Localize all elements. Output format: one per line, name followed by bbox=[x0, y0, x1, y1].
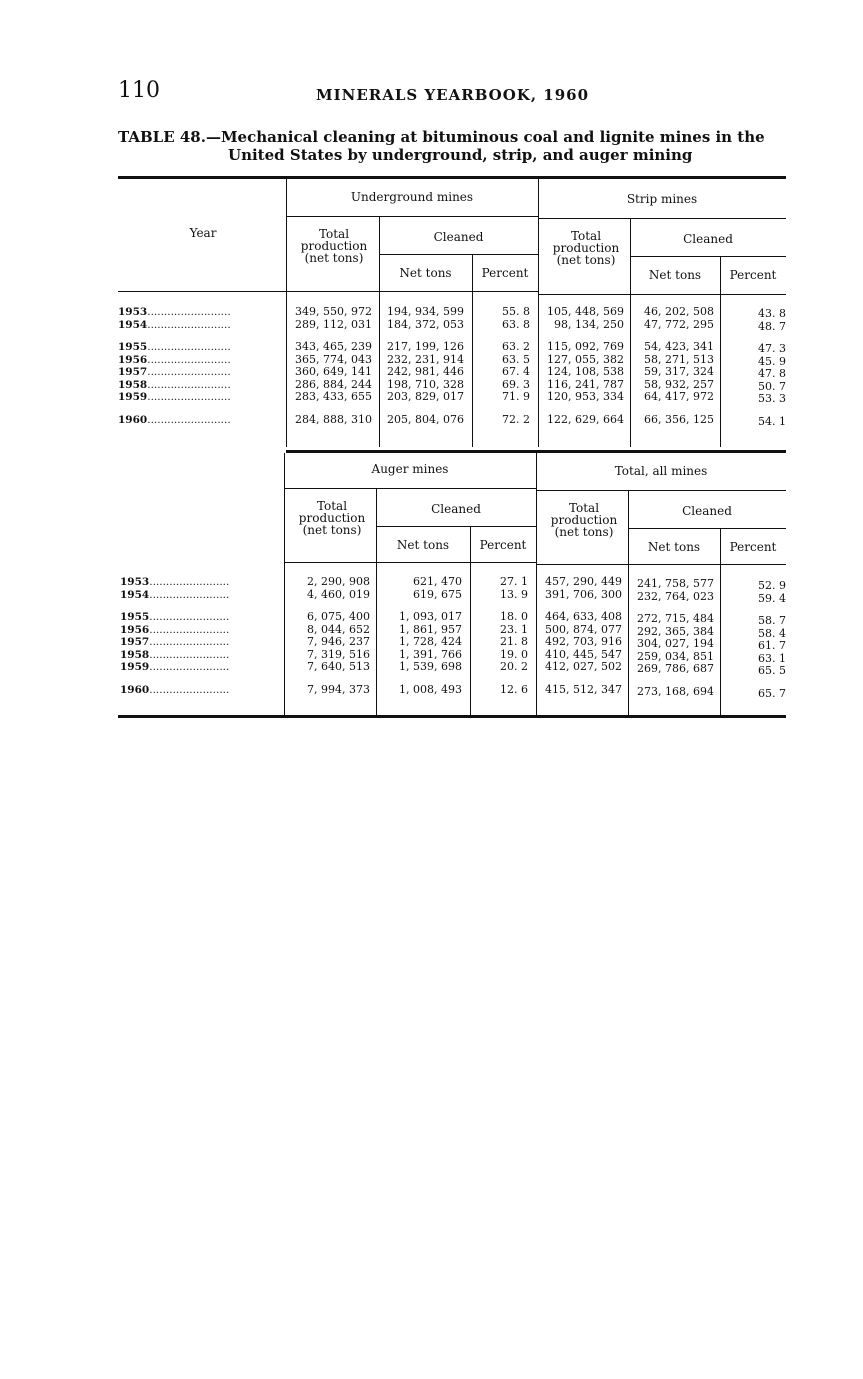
cell: 18. 0 bbox=[500, 610, 528, 623]
cell: 127, 055, 382 bbox=[547, 352, 624, 366]
cell: 58. 4 bbox=[758, 626, 786, 640]
cell: 21. 8 bbox=[500, 635, 528, 648]
cell: 61. 7 bbox=[758, 639, 786, 652]
header-rule bbox=[536, 564, 786, 565]
col-divider bbox=[630, 218, 631, 447]
caption-line-1: TABLE 48.—Mechanical cleaning at bituminous coal and lignite mines in the bbox=[118, 128, 765, 146]
all-pct-header: Percent bbox=[729, 540, 777, 554]
auger-total-header: Total production (net tons) bbox=[298, 499, 366, 537]
cell: 120, 953, 334 bbox=[547, 390, 624, 403]
cell: 1, 391, 766 bbox=[399, 647, 462, 661]
cell: 194, 934, 599 bbox=[387, 305, 464, 318]
cell: 464, 633, 408 bbox=[545, 610, 622, 623]
auger-net-header: Net tons bbox=[396, 538, 450, 552]
cell: 124, 108, 538 bbox=[547, 365, 624, 378]
cell: 457, 290, 449 bbox=[545, 575, 622, 588]
year-label: 1953 bbox=[118, 306, 148, 318]
running-head: MINERALS YEARBOOK, 1960 bbox=[316, 86, 590, 104]
year-label: 1953 bbox=[120, 576, 150, 588]
header-rule bbox=[284, 562, 536, 563]
cell: 63. 1 bbox=[758, 651, 786, 665]
auger-pct-header: Percent bbox=[479, 538, 527, 552]
auger-net-column bbox=[378, 576, 462, 696]
year-label: 1955 bbox=[120, 611, 150, 623]
group-rule bbox=[284, 488, 536, 489]
cell: 349, 550, 972 bbox=[295, 305, 372, 318]
cell: 1, 093, 017 bbox=[399, 610, 462, 623]
cell: 492, 703, 916 bbox=[545, 635, 622, 648]
year-label: 1960 bbox=[118, 413, 148, 426]
cell: 343, 465, 239 bbox=[295, 340, 372, 353]
cell: 116, 241, 787 bbox=[547, 377, 624, 391]
cell: 619, 675 bbox=[413, 587, 462, 601]
cell: 63. 2 bbox=[502, 340, 530, 353]
ug-total-column bbox=[288, 306, 372, 426]
year-label: 1957 bbox=[120, 636, 150, 648]
auger-pct-column bbox=[472, 576, 528, 696]
col-divider bbox=[470, 526, 471, 715]
cell: 47. 8 bbox=[758, 367, 786, 380]
col-divider bbox=[720, 256, 721, 447]
cell: 391, 706, 300 bbox=[545, 587, 622, 601]
top-table-panel bbox=[118, 176, 786, 446]
cell: 105, 448, 569 bbox=[547, 305, 624, 318]
all-pct-column bbox=[722, 580, 786, 700]
table-caption bbox=[118, 128, 790, 164]
year-header: Year bbox=[189, 226, 217, 240]
year-label: 1954 bbox=[120, 588, 150, 601]
year-label: 1957 bbox=[118, 366, 148, 378]
cell: 54, 423, 341 bbox=[644, 340, 714, 353]
cell: 47. 3 bbox=[758, 342, 786, 355]
cell: 59. 4 bbox=[758, 591, 786, 605]
year-label: 1959 bbox=[120, 661, 150, 673]
cleaned-rule bbox=[376, 526, 536, 527]
cleaned-rule bbox=[630, 256, 786, 257]
cell: 7, 319, 516 bbox=[307, 647, 370, 661]
col-divider bbox=[376, 488, 377, 715]
all-cleaned-header: Cleaned bbox=[682, 504, 732, 518]
cell: 45. 9 bbox=[758, 354, 786, 368]
cell: 621, 470 bbox=[413, 575, 462, 588]
cell: 67. 4 bbox=[502, 365, 530, 378]
ug-pct-header: Percent bbox=[481, 266, 529, 280]
cell: 65. 7 bbox=[758, 686, 786, 700]
all-total-header: Total production (net tons) bbox=[550, 501, 618, 539]
cleaned-rule bbox=[379, 254, 538, 255]
cell: 58. 7 bbox=[758, 614, 786, 627]
all-total-column bbox=[538, 576, 622, 696]
cell: 360, 649, 141 bbox=[295, 365, 372, 378]
strip-net-header: Net tons bbox=[648, 268, 702, 282]
cell: 122, 629, 664 bbox=[547, 412, 624, 426]
cell: 27. 1 bbox=[500, 575, 528, 588]
all-net-header: Net tons bbox=[647, 540, 701, 554]
cell: 269, 786, 687 bbox=[637, 662, 714, 675]
cell: 43. 8 bbox=[758, 307, 786, 320]
year-column: 1953......................... 1954......................... 1955......................... 1956......................... 1957......................... 1958......................... 1959......................... 1960......................... bbox=[118, 306, 231, 426]
year-label: 1956 bbox=[118, 353, 148, 366]
caption-line-2: United States by underground, strip, and auger mining bbox=[228, 146, 693, 164]
year-label: 1955 bbox=[118, 341, 148, 353]
cell: 8, 044, 652 bbox=[307, 622, 370, 636]
cell: 55. 8 bbox=[502, 305, 530, 318]
year-label: 1954 bbox=[118, 318, 148, 331]
cell: 365, 774, 043 bbox=[295, 352, 372, 366]
cell: 52. 9 bbox=[758, 579, 786, 592]
year-header-rule bbox=[118, 291, 286, 292]
cell: 1, 008, 493 bbox=[399, 682, 462, 696]
year-label: 1960 bbox=[120, 683, 150, 696]
cell: 58, 932, 257 bbox=[644, 377, 714, 391]
col-divider bbox=[720, 528, 721, 715]
col-divider bbox=[472, 254, 473, 447]
auger-total-column bbox=[286, 576, 370, 696]
cell: 20. 2 bbox=[500, 660, 528, 673]
cell: 412, 027, 502 bbox=[545, 660, 622, 673]
auger-header: Auger mines bbox=[371, 462, 449, 476]
year-label: 1958 bbox=[118, 378, 148, 391]
cell: 1, 861, 957 bbox=[399, 622, 462, 636]
cell: 63. 5 bbox=[502, 352, 530, 366]
top-rule bbox=[118, 176, 786, 179]
strip-total-column bbox=[540, 306, 624, 426]
cell: 304, 027, 194 bbox=[637, 637, 714, 650]
cell: 415, 512, 347 bbox=[545, 682, 622, 696]
strip-total-header: Total production (net tons) bbox=[552, 229, 620, 267]
cell: 259, 034, 851 bbox=[637, 649, 714, 663]
cell: 47, 772, 295 bbox=[644, 317, 714, 331]
ug-total-header: Total production (net tons) bbox=[300, 227, 368, 265]
header-rule bbox=[286, 291, 538, 292]
total-header: Total, all mines bbox=[614, 464, 708, 478]
cell: 53. 3 bbox=[758, 392, 786, 405]
cell: 65. 5 bbox=[758, 664, 786, 677]
cell: 272, 715, 484 bbox=[637, 612, 714, 625]
strip-net-column bbox=[632, 306, 714, 426]
cell: 1, 539, 698 bbox=[399, 660, 462, 673]
cell: 72. 2 bbox=[502, 412, 530, 426]
bottom-table-panel bbox=[118, 450, 786, 718]
cleaned-rule bbox=[628, 528, 786, 529]
cell: 98, 134, 250 bbox=[554, 317, 624, 331]
cell: 283, 433, 655 bbox=[295, 390, 372, 403]
ug-pct-column bbox=[474, 306, 530, 426]
cell: 13. 9 bbox=[500, 587, 528, 601]
auger-cleaned-header: Cleaned bbox=[431, 502, 481, 516]
cell: 203, 829, 017 bbox=[387, 390, 464, 403]
cell: 115, 092, 769 bbox=[547, 340, 624, 353]
cell: 232, 231, 914 bbox=[387, 352, 464, 366]
cell: 2, 290, 908 bbox=[307, 575, 370, 588]
year-column: 1953........................ 1954........................ 1955........................ 1956........................ 1957........................ 1958........................ 1959........................ 1960........................ bbox=[120, 576, 230, 696]
cell: 46, 202, 508 bbox=[644, 305, 714, 318]
all-net-column bbox=[630, 578, 714, 698]
year-col-divider bbox=[284, 453, 285, 715]
cell: 58, 271, 513 bbox=[644, 352, 714, 366]
cell: 66, 356, 125 bbox=[644, 412, 714, 426]
cell: 6, 075, 400 bbox=[307, 610, 370, 623]
cell: 12. 6 bbox=[500, 682, 528, 696]
group-rule bbox=[286, 216, 538, 217]
cell: 284, 888, 310 bbox=[295, 412, 372, 426]
year-label: 1956 bbox=[120, 623, 150, 636]
col-divider bbox=[628, 490, 629, 715]
cell: 198, 710, 328 bbox=[387, 377, 464, 391]
cell: 286, 884, 244 bbox=[295, 377, 372, 391]
strip-pct-header: Percent bbox=[729, 268, 777, 282]
cell: 289, 112, 031 bbox=[295, 317, 372, 331]
bottom-rule bbox=[118, 715, 786, 718]
cell: 1, 728, 424 bbox=[399, 635, 462, 648]
strip-cleaned-header: Cleaned bbox=[683, 232, 733, 246]
ug-net-column bbox=[380, 306, 464, 426]
group-rule bbox=[538, 218, 786, 219]
group-divider bbox=[538, 179, 539, 447]
page-number: 110 bbox=[118, 78, 160, 103]
strip-pct-column bbox=[722, 308, 786, 428]
cell: 232, 764, 023 bbox=[637, 589, 714, 603]
group-divider bbox=[536, 453, 537, 715]
cell: 241, 758, 577 bbox=[637, 577, 714, 590]
strip-header: Strip mines bbox=[626, 192, 698, 206]
cell: 500, 874, 077 bbox=[545, 622, 622, 636]
cell: 184, 372, 053 bbox=[387, 317, 464, 331]
cell: 292, 365, 384 bbox=[637, 624, 714, 638]
cell: 23. 1 bbox=[500, 622, 528, 636]
cell: 69. 3 bbox=[502, 377, 530, 391]
header-rule bbox=[538, 294, 786, 295]
year-col-divider bbox=[286, 179, 287, 447]
cell: 64, 417, 972 bbox=[644, 390, 714, 403]
cell: 54. 1 bbox=[758, 414, 786, 428]
cell: 7, 640, 513 bbox=[307, 660, 370, 673]
ug-cleaned-header: Cleaned bbox=[433, 230, 484, 244]
cell: 59, 317, 324 bbox=[644, 365, 714, 378]
group-rule bbox=[536, 490, 786, 491]
cell: 63. 8 bbox=[502, 317, 530, 331]
cell: 50. 7 bbox=[758, 379, 786, 393]
cell: 7, 946, 237 bbox=[307, 635, 370, 648]
cell: 410, 445, 547 bbox=[545, 647, 622, 661]
cell: 242, 981, 446 bbox=[387, 365, 464, 378]
year-label: 1959 bbox=[118, 391, 148, 403]
cell: 205, 804, 076 bbox=[387, 412, 464, 426]
ug-net-header: Net tons bbox=[399, 266, 452, 280]
cell: 4, 460, 019 bbox=[307, 587, 370, 601]
cell: 7, 994, 373 bbox=[307, 682, 370, 696]
cell: 19. 0 bbox=[500, 647, 528, 661]
cell: 71. 9 bbox=[502, 390, 530, 403]
year-label: 1958 bbox=[120, 648, 150, 661]
cell: 48. 7 bbox=[758, 319, 786, 333]
cell: 217, 199, 126 bbox=[387, 340, 464, 353]
underground-header: Underground mines bbox=[350, 190, 474, 204]
cell: 273, 168, 694 bbox=[637, 684, 714, 698]
